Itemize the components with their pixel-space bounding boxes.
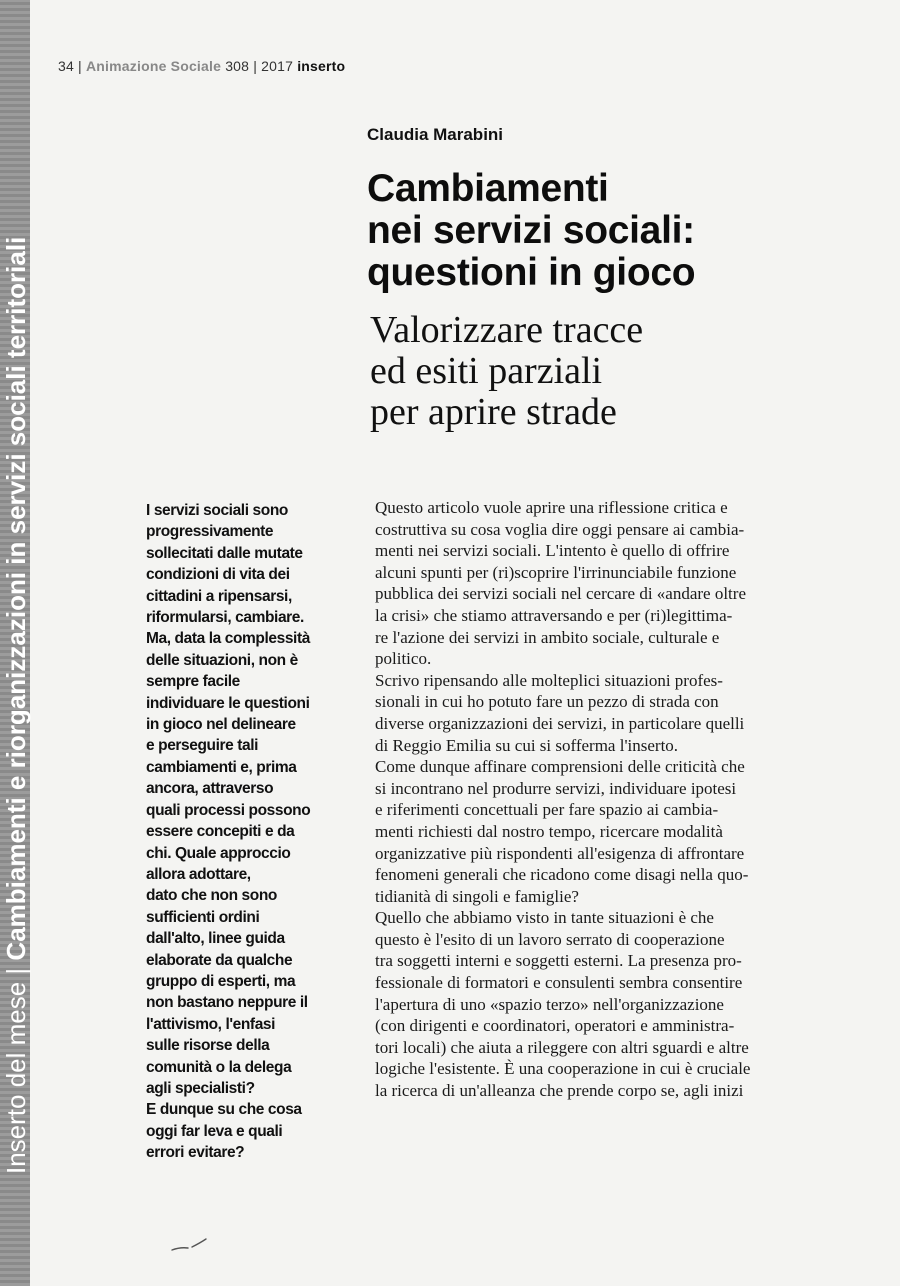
subtitle-line: per aprire strade: [370, 391, 617, 433]
abstract-line: I servizi sociali sono: [146, 502, 288, 519]
running-head: [58, 58, 345, 74]
abstract-line: dall'alto, linee guida: [146, 930, 285, 948]
body-line: l'apertura di uno «spazio terzo» nell'organizzazione: [375, 994, 724, 1014]
abstract-line: comunità o la delega: [146, 1058, 292, 1076]
magazine-name: Animazione Sociale: [86, 58, 222, 74]
body-line: la crisi» che stiamo attraversando e per (ri)legittima-: [375, 605, 733, 625]
side-band-text: [0, 0, 30, 1286]
abstract-line: sempre facile: [146, 673, 240, 691]
abstract-line: sollecitati dalle mutate: [146, 544, 303, 562]
abstract-line: essere concepiti e da: [146, 823, 295, 841]
page-number: 34 |: [58, 58, 82, 74]
section-name: inserto: [297, 58, 346, 74]
body-line: logiche l'esistente. È una cooperazione in cui è cruciale: [375, 1059, 751, 1079]
abstract-line: chi. Quale approccio: [146, 844, 291, 862]
body-line: costruttiva su cosa voglia dire oggi pensare ai cambia-: [375, 519, 745, 539]
body-line: fessionale di formatori e consulenti sembra consentire: [375, 973, 743, 993]
body-line: Quello che abbiamo visto in tante situazioni è che: [375, 908, 714, 928]
body-line: menti nei servizi sociali. L'intento è quello di offrire: [375, 541, 730, 561]
abstract-line: individuare le questioni: [146, 694, 310, 712]
abstract-line: dato che non sono: [146, 887, 277, 905]
body-line: tidianità di singoli e famiglie?: [375, 886, 579, 906]
abstract-line: agli specialisti?: [146, 1079, 255, 1097]
body-line: alcuni spunti per (ri)scoprire l'irrinunciabile funzione: [375, 562, 737, 582]
article-body: [375, 497, 860, 1102]
abstract-line: sufficienti ordini: [146, 908, 260, 926]
abstract-line: gruppo di esperti, ma: [146, 972, 296, 990]
abstract-line: ancora, attraverso: [146, 780, 274, 798]
subtitle-line: Valorizzare tracce: [370, 309, 644, 351]
side-band-section: Inserto del mese |: [1, 960, 31, 1174]
body-line: diverse organizzazioni dei servizi, in particolare quelli: [375, 713, 745, 733]
abstract-line: quali processi possono: [146, 801, 311, 819]
body-line: (con dirigenti e coordinatori, operatori e amministra-: [375, 1016, 735, 1036]
pen-mark: [170, 1235, 210, 1255]
body-line: re l'azione dei servizi in ambito sociale, culturale e: [375, 627, 720, 647]
body-line: Scrivo ripensando alle molteplici situazioni profes-: [375, 670, 723, 690]
body-line: fenomeni generali che ricadono come disagi nella quo-: [375, 865, 749, 885]
body-line: sionali in cui ho potuto fare un pezzo di strada con: [375, 692, 719, 712]
body-line: menti richiesti dal nostro tempo, ricercare modalità: [375, 821, 723, 841]
issue-number: 308 | 2017: [225, 58, 294, 74]
title-line: questioni in gioco: [367, 251, 696, 294]
body-line: organizzative più rispondenti all'esigenza di affrontare: [375, 843, 745, 863]
abstract-line: in gioco nel delineare: [146, 716, 296, 734]
abstract-line: E dunque su che cosa: [146, 1101, 302, 1119]
abstract-line: condizioni di vita dei: [146, 566, 290, 584]
abstract-line: delle situazioni, non è: [146, 651, 298, 669]
body-line: tra soggetti interni e soggetti esterni. La presenza pro-: [375, 951, 742, 971]
side-band-topic: Cambiamenti e riorganizzazioni in servizi sociali territoriali: [1, 236, 31, 961]
body-line: Come dunque affinare comprensioni delle criticità che: [375, 757, 745, 777]
abstract-line: sulle risorse della: [146, 1037, 270, 1055]
abstract-line: elaborate da qualche: [146, 951, 293, 969]
abstract-line: Ma, data la complessità: [146, 630, 310, 648]
body-line: si incontrano nel produrre servizi, individuare ipotesi: [375, 778, 737, 798]
body-line: Questo articolo vuole aprire una riflessione critica e: [375, 498, 728, 517]
body-line: la ricerca di un'alleanza che prende corpo se, agli inizi: [375, 1081, 744, 1101]
abstract-line: oggi far leva e quali: [146, 1122, 283, 1140]
abstract-line: e perseguire tali: [146, 737, 259, 755]
title-line: nei servizi sociali:: [367, 209, 695, 252]
title-line: Cambiamenti: [367, 167, 609, 210]
abstract-line: riformularsi, cambiare.: [146, 609, 304, 627]
abstract: [146, 500, 371, 1164]
abstract-line: cambiamenti e, prima: [146, 758, 297, 776]
body-line: politico.: [375, 649, 432, 669]
author-name: Claudia Marabini: [367, 125, 504, 144]
subtitle-line: ed esiti parziali: [370, 350, 603, 392]
abstract-line: l'attivismo, l'enfasi: [146, 1015, 276, 1033]
body-line: tori locali) che aiuta a rileggere con altri sguardi e altre: [375, 1037, 749, 1057]
abstract-line: errori evitare?: [146, 1144, 245, 1162]
article-subtitle: [370, 310, 870, 433]
abstract-line: progressivamente: [146, 523, 274, 541]
article-title: [367, 168, 867, 294]
abstract-line: non bastano neppure il: [146, 994, 308, 1012]
abstract-line: allora adottare,: [146, 865, 251, 883]
body-line: e riferimenti concettuali per fare spazio ai cambia-: [375, 800, 719, 820]
body-line: questo è l'esito di un lavoro serrato di cooperazione: [375, 929, 725, 949]
body-line: di Reggio Emilia su cui si sofferma l'inserto.: [375, 735, 679, 755]
body-line: pubblica dei servizi sociali nel cercare di «andare oltre: [375, 584, 746, 604]
abstract-line: cittadini a ripensarsi,: [146, 587, 292, 605]
